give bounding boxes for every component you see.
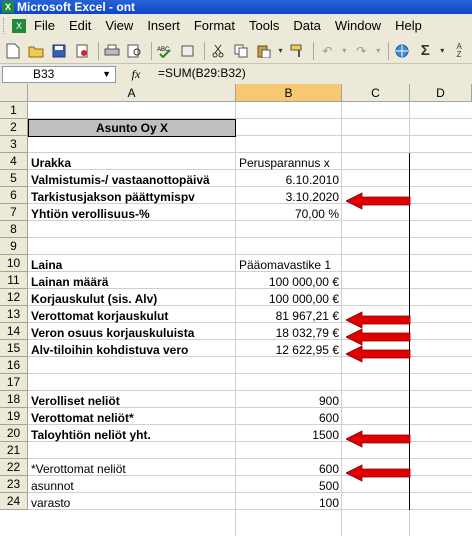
row-header[interactable]: 24	[0, 493, 28, 510]
name-box[interactable]	[2, 66, 116, 83]
row-header[interactable]: 12	[0, 289, 28, 306]
cell-a10[interactable]: Laina	[31, 258, 63, 272]
cell-a24[interactable]: varasto	[31, 496, 71, 510]
red-arrow-icon	[346, 328, 412, 346]
cell-b24[interactable]: 100	[318, 496, 339, 510]
row-header[interactable]: 15	[0, 340, 28, 357]
cell-b12[interactable]: 100 000,00 €	[268, 292, 339, 306]
select-all-corner[interactable]	[0, 84, 28, 102]
cell-a19[interactable]: Verottomat neliöt*	[31, 411, 134, 425]
row-header[interactable]: 14	[0, 323, 28, 340]
cell-b7[interactable]: 70,00 %	[294, 207, 339, 221]
menu-edit[interactable]: Edit	[68, 18, 92, 33]
cell-a22[interactable]: *Verottomat neliöt	[31, 462, 126, 476]
cell-b20[interactable]: 1500	[312, 428, 339, 442]
row-header[interactable]: 6	[0, 187, 28, 204]
row-header[interactable]: 21	[0, 442, 28, 459]
save-icon[interactable]	[49, 41, 69, 61]
gridline-horizontal	[28, 237, 472, 238]
undo-icon[interactable]: ↶	[322, 43, 333, 58]
row-header[interactable]: 11	[0, 272, 28, 289]
name-box-value: B33	[33, 66, 55, 81]
cell-a5[interactable]: Valmistumis-/ vastaanottopäivä	[31, 173, 210, 187]
document-icon[interactable]: X	[12, 19, 26, 33]
menu-window[interactable]: Window	[334, 18, 382, 33]
format-painter-icon[interactable]	[287, 41, 307, 61]
redo-dropdown-icon[interactable]: ▾	[376, 46, 381, 55]
gridline-horizontal	[28, 373, 472, 374]
gridline-horizontal	[28, 152, 472, 153]
excel-icon: X	[2, 1, 14, 13]
row-header[interactable]: 4	[0, 153, 28, 170]
research-icon[interactable]	[178, 41, 198, 61]
autosum-dropdown-icon[interactable]: ▾	[440, 46, 445, 55]
row-header[interactable]: 3	[0, 136, 28, 153]
toolbar-grip[interactable]	[3, 18, 6, 34]
row-header[interactable]: 17	[0, 374, 28, 391]
cell-a4[interactable]: Urakka	[31, 156, 72, 170]
autosum-icon[interactable]: Σ	[420, 42, 430, 59]
toolbar-separator	[313, 42, 314, 60]
permission-icon[interactable]	[72, 41, 92, 61]
print-icon[interactable]	[102, 41, 122, 61]
red-arrow-icon	[346, 311, 412, 329]
red-arrow-icon	[346, 192, 412, 210]
menu-tools[interactable]: Tools	[249, 18, 280, 33]
cell-a20[interactable]: Taloyhtiön neliöt yht.	[31, 428, 151, 442]
menu-file[interactable]: File	[34, 18, 55, 33]
row-header[interactable]: 2	[0, 119, 28, 136]
cell-a18[interactable]: Verolliset neliöt	[31, 394, 120, 408]
undo-dropdown-icon[interactable]: ▾	[342, 46, 347, 55]
redo-icon[interactable]: ↷	[356, 43, 367, 58]
copy-icon[interactable]	[231, 41, 251, 61]
row-header[interactable]: 10	[0, 255, 28, 272]
gridline-horizontal	[28, 458, 472, 459]
open-icon[interactable]	[26, 41, 46, 61]
print-preview-icon[interactable]	[125, 41, 145, 61]
menu-view[interactable]: View	[105, 18, 134, 33]
toolbar-separator	[204, 42, 205, 60]
menu-data[interactable]: Data	[293, 18, 321, 33]
cut-icon[interactable]	[208, 41, 228, 61]
chevron-down-icon[interactable]: ▼	[102, 68, 111, 79]
gridline-horizontal	[28, 390, 472, 391]
row-header[interactable]: 9	[0, 238, 28, 255]
cell-a7[interactable]: Yhtiön verollisuus-%	[31, 207, 150, 221]
cell-b22[interactable]: 600	[318, 462, 339, 476]
row-header[interactable]: 8	[0, 221, 28, 238]
toolbar-separator	[98, 42, 99, 60]
column-header-b[interactable]: B	[236, 84, 342, 102]
cell-a12[interactable]: Korjauskulut (sis. Alv)	[31, 292, 158, 306]
toolbar-separator	[388, 42, 389, 60]
paste-icon[interactable]	[254, 41, 274, 61]
cell-b10[interactable]: Pääomavastike 1	[239, 258, 332, 272]
row-header[interactable]: 22	[0, 459, 28, 476]
cell-b13[interactable]: 81 967,21 €	[275, 309, 339, 323]
paste-dropdown-icon[interactable]: ▾	[278, 46, 283, 55]
cell-b23[interactable]: 500	[318, 479, 339, 493]
menu-format[interactable]: Format	[193, 18, 235, 33]
red-arrow-icon	[346, 345, 412, 363]
sort-ascending-icon[interactable]: A Z	[456, 41, 462, 59]
gridline-horizontal	[28, 254, 472, 255]
window-title: Microsoft Excel - ont	[17, 0, 136, 14]
cell-a14[interactable]: Veron osuus korjauskuluista	[31, 326, 195, 340]
cell-a6[interactable]: Tarkistusjakson päättymispv	[31, 190, 195, 204]
row-header[interactable]: 23	[0, 476, 28, 493]
svg-text:ABC: ABC	[156, 46, 170, 53]
cell-b11[interactable]: 100 000,00 €	[268, 275, 339, 289]
cell-b18[interactable]: 900	[318, 394, 339, 408]
cell-b15[interactable]: 12 622,95 €	[275, 343, 339, 357]
standard-toolbar	[0, 38, 472, 64]
cell-b14[interactable]: 18 032,79 €	[275, 326, 339, 340]
row-header[interactable]: 19	[0, 408, 28, 425]
menu-bar	[0, 14, 472, 38]
row-header[interactable]: 5	[0, 170, 28, 187]
cell-a15[interactable]: Alv-tiloihin kohdistuva vero	[31, 343, 189, 357]
red-arrow-icon	[346, 430, 412, 448]
toolbar-separator	[151, 42, 152, 60]
column-header-d[interactable]: D	[410, 84, 472, 102]
row-header[interactable]: 16	[0, 357, 28, 374]
column-header-a[interactable]: A	[28, 84, 236, 102]
cell-b6[interactable]: 3.10.2020	[285, 190, 339, 204]
menu-help[interactable]: Help	[395, 18, 422, 33]
insert-function-icon[interactable]: fx	[131, 66, 141, 81]
column-header-c[interactable]: C	[342, 84, 410, 102]
row-header[interactable]: 18	[0, 391, 28, 408]
formula-input[interactable]: =SUM(B29:B32)	[158, 65, 246, 80]
menu-insert[interactable]: Insert	[147, 18, 180, 33]
row-header[interactable]: 13	[0, 306, 28, 323]
new-icon[interactable]	[3, 41, 23, 61]
cell-a13[interactable]: Verottomat korjauskulut	[31, 309, 169, 323]
cell-a2-title[interactable]: Asunto Oy X	[28, 119, 236, 137]
worksheet-grid[interactable]	[0, 84, 472, 536]
cell-a11[interactable]: Lainan määrä	[31, 275, 109, 289]
row-header[interactable]: 7	[0, 204, 28, 221]
red-arrow-icon	[346, 464, 412, 482]
title-bar	[0, 0, 472, 14]
cell-b4[interactable]: Perusparannus x	[239, 156, 330, 170]
cell-a23[interactable]: asunnot	[31, 479, 74, 493]
row-header[interactable]: 1	[0, 102, 28, 119]
formula-bar	[0, 64, 472, 84]
cell-b19[interactable]: 600	[318, 411, 339, 425]
row-header[interactable]: 20	[0, 425, 28, 442]
spelling-icon[interactable]	[155, 41, 175, 61]
cell-b5[interactable]: 6.10.2010	[285, 173, 339, 187]
hyperlink-icon[interactable]	[392, 41, 412, 61]
